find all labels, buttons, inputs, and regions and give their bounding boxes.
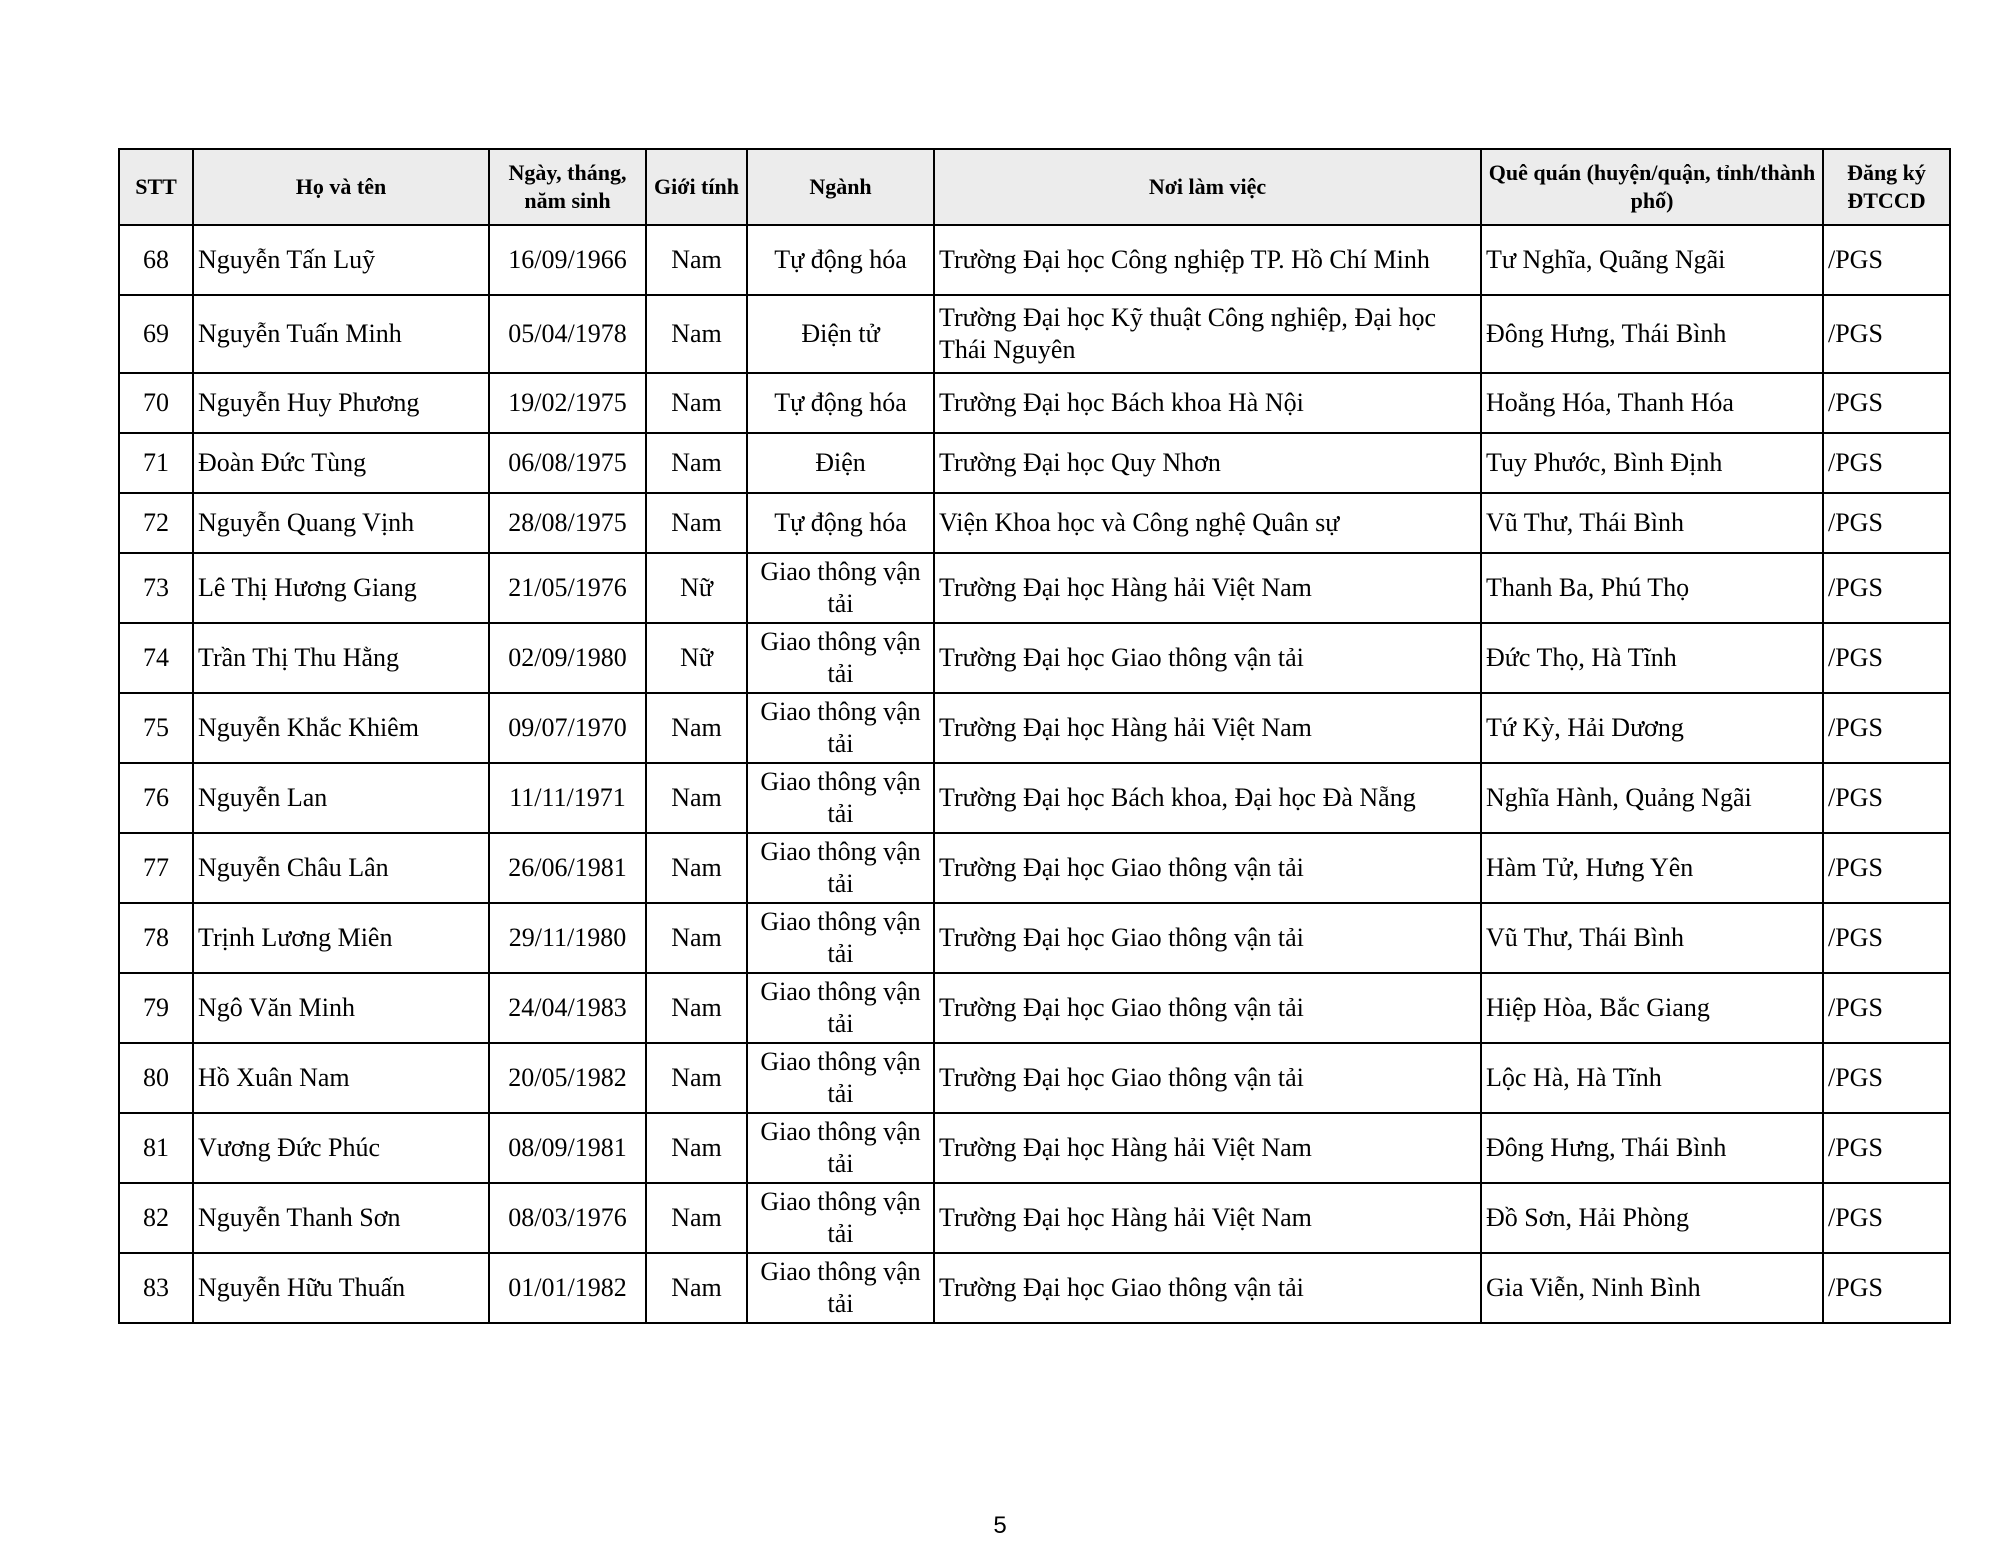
table-row [119, 1113, 1950, 1183]
cell-dob: 26/06/1981 [489, 833, 646, 903]
cell-major: Tự động hóa [747, 493, 934, 553]
cell-stt: 71 [119, 433, 193, 493]
cell-name: Nguyễn Châu Lân [193, 833, 489, 903]
cell-stt: 79 [119, 973, 193, 1043]
cell-dob: 09/07/1970 [489, 693, 646, 763]
table-row [119, 433, 1950, 493]
cell-hometown: Hoằng Hóa, Thanh Hóa [1481, 373, 1823, 433]
table-row [119, 763, 1950, 833]
header-dob: Ngày, tháng, năm sinh [489, 149, 646, 225]
cell-name: Lê Thị Hương Giang [193, 553, 489, 623]
cell-name: Nguyễn Huy Phương [193, 373, 489, 433]
cell-name: Ngô Văn Minh [193, 973, 489, 1043]
cell-workplace: Trường Đại học Kỹ thuật Công nghiệp, Đại học Thái Nguyên [934, 295, 1481, 373]
cell-sex: Nam [646, 1113, 747, 1183]
cell-register: /PGS [1823, 493, 1950, 553]
table-body [119, 225, 1950, 1323]
cell-register: /PGS [1823, 1253, 1950, 1323]
cell-major: Giao thông vận tải [747, 553, 934, 623]
cell-sex: Nam [646, 833, 747, 903]
cell-name: Nguyễn Tấn Luỹ [193, 225, 489, 295]
header-register: Đăng ký ĐTCCD [1823, 149, 1950, 225]
cell-stt: 70 [119, 373, 193, 433]
cell-workplace: Trường Đại học Giao thông vận tải [934, 973, 1481, 1043]
cell-register: /PGS [1823, 693, 1950, 763]
cell-name: Nguyễn Tuấn Minh [193, 295, 489, 373]
cell-hometown: Đồ Sơn, Hải Phòng [1481, 1183, 1823, 1253]
cell-stt: 82 [119, 1183, 193, 1253]
cell-major: Tự động hóa [747, 225, 934, 295]
cell-dob: 05/04/1978 [489, 295, 646, 373]
cell-hometown: Tứ Kỳ, Hải Dương [1481, 693, 1823, 763]
cell-sex: Nam [646, 1253, 747, 1323]
cell-stt: 72 [119, 493, 193, 553]
cell-hometown: Thanh Ba, Phú Thọ [1481, 553, 1823, 623]
cell-sex: Nam [646, 493, 747, 553]
cell-workplace: Trường Đại học Hàng hải Việt Nam [934, 1113, 1481, 1183]
cell-sex: Nam [646, 973, 747, 1043]
cell-major: Giao thông vận tải [747, 1253, 934, 1323]
cell-name: Nguyễn Khắc Khiêm [193, 693, 489, 763]
cell-hometown: Hàm Tử, Hưng Yên [1481, 833, 1823, 903]
cell-dob: 11/11/1971 [489, 763, 646, 833]
table-row [119, 1043, 1950, 1113]
cell-register: /PGS [1823, 973, 1950, 1043]
cell-stt: 78 [119, 903, 193, 973]
cell-dob: 06/08/1975 [489, 433, 646, 493]
cell-sex: Nam [646, 1043, 747, 1113]
cell-register: /PGS [1823, 903, 1950, 973]
cell-dob: 28/08/1975 [489, 493, 646, 553]
cell-stt: 81 [119, 1113, 193, 1183]
header-workplace: Nơi làm việc [934, 149, 1481, 225]
cell-hometown: Lộc Hà, Hà Tĩnh [1481, 1043, 1823, 1113]
cell-register: /PGS [1823, 373, 1950, 433]
candidate-table [118, 148, 1951, 1324]
cell-workplace: Viện Khoa học và Công nghệ Quân sự [934, 493, 1481, 553]
header-major: Ngành [747, 149, 934, 225]
cell-stt: 76 [119, 763, 193, 833]
cell-name: Nguyễn Lan [193, 763, 489, 833]
cell-register: /PGS [1823, 225, 1950, 295]
header-name: Họ và tên [193, 149, 489, 225]
table-row [119, 693, 1950, 763]
cell-hometown: Đông Hưng, Thái Bình [1481, 295, 1823, 373]
cell-register: /PGS [1823, 1043, 1950, 1113]
table-header-row [119, 149, 1950, 225]
cell-dob: 02/09/1980 [489, 623, 646, 693]
table-row [119, 833, 1950, 903]
cell-sex: Nam [646, 373, 747, 433]
cell-hometown: Vũ Thư, Thái Bình [1481, 493, 1823, 553]
cell-workplace: Trường Đại học Hàng hải Việt Nam [934, 553, 1481, 623]
cell-major: Điện tử [747, 295, 934, 373]
cell-major: Giao thông vận tải [747, 623, 934, 693]
cell-hometown: Gia Viễn, Ninh Bình [1481, 1253, 1823, 1323]
cell-stt: 77 [119, 833, 193, 903]
cell-name: Hồ Xuân Nam [193, 1043, 489, 1113]
cell-workplace: Trường Đại học Giao thông vận tải [934, 1253, 1481, 1323]
cell-stt: 73 [119, 553, 193, 623]
cell-stt: 68 [119, 225, 193, 295]
cell-workplace: Trường Đại học Hàng hải Việt Nam [934, 1183, 1481, 1253]
cell-dob: 24/04/1983 [489, 973, 646, 1043]
cell-major: Giao thông vận tải [747, 973, 934, 1043]
cell-major: Điện [747, 433, 934, 493]
cell-hometown: Đức Thọ, Hà Tĩnh [1481, 623, 1823, 693]
table-row [119, 623, 1950, 693]
cell-sex: Nam [646, 1183, 747, 1253]
cell-major: Giao thông vận tải [747, 833, 934, 903]
cell-workplace: Trường Đại học Giao thông vận tải [934, 1043, 1481, 1113]
cell-register: /PGS [1823, 1183, 1950, 1253]
table-row [119, 493, 1950, 553]
cell-hometown: Nghĩa Hành, Quảng Ngãi [1481, 763, 1823, 833]
cell-workplace: Trường Đại học Giao thông vận tải [934, 623, 1481, 693]
cell-stt: 80 [119, 1043, 193, 1113]
cell-dob: 08/09/1981 [489, 1113, 646, 1183]
cell-register: /PGS [1823, 833, 1950, 903]
cell-register: /PGS [1823, 553, 1950, 623]
header-sex: Giới tính [646, 149, 747, 225]
cell-name: Nguyễn Thanh Sơn [193, 1183, 489, 1253]
cell-major: Giao thông vận tải [747, 1183, 934, 1253]
cell-workplace: Trường Đại học Bách khoa Hà Nội [934, 373, 1481, 433]
cell-dob: 08/03/1976 [489, 1183, 646, 1253]
cell-sex: Nam [646, 903, 747, 973]
cell-name: Nguyễn Quang Vịnh [193, 493, 489, 553]
cell-sex: Nữ [646, 623, 747, 693]
cell-dob: 20/05/1982 [489, 1043, 646, 1113]
table-row [119, 1253, 1950, 1323]
table-row [119, 225, 1950, 295]
cell-dob: 01/01/1982 [489, 1253, 646, 1323]
cell-hometown: Vũ Thư, Thái Bình [1481, 903, 1823, 973]
cell-workplace: Trường Đại học Giao thông vận tải [934, 903, 1481, 973]
page-number: 5 [993, 1512, 1007, 1539]
cell-stt: 69 [119, 295, 193, 373]
table-row [119, 553, 1950, 623]
cell-major: Giao thông vận tải [747, 1113, 934, 1183]
cell-register: /PGS [1823, 623, 1950, 693]
cell-workplace: Trường Đại học Bách khoa, Đại học Đà Nẵng [934, 763, 1481, 833]
cell-major: Giao thông vận tải [747, 693, 934, 763]
cell-sex: Nam [646, 763, 747, 833]
cell-register: /PGS [1823, 433, 1950, 493]
cell-workplace: Trường Đại học Hàng hải Việt Nam [934, 693, 1481, 763]
table-row [119, 973, 1950, 1043]
cell-hometown: Tư Nghĩa, Quãng Ngãi [1481, 225, 1823, 295]
cell-dob: 19/02/1975 [489, 373, 646, 433]
cell-hometown: Tuy Phước, Bình Định [1481, 433, 1823, 493]
cell-sex: Nam [646, 225, 747, 295]
cell-dob: 16/09/1966 [489, 225, 646, 295]
cell-workplace: Trường Đại học Giao thông vận tải [934, 833, 1481, 903]
cell-sex: Nam [646, 693, 747, 763]
cell-stt: 75 [119, 693, 193, 763]
cell-hometown: Đông Hưng, Thái Bình [1481, 1113, 1823, 1183]
cell-major: Giao thông vận tải [747, 1043, 934, 1113]
cell-dob: 21/05/1976 [489, 553, 646, 623]
table-row [119, 1183, 1950, 1253]
cell-name: Nguyễn Hữu Thuấn [193, 1253, 489, 1323]
cell-register: /PGS [1823, 295, 1950, 373]
table-row [119, 373, 1950, 433]
cell-hometown: Hiệp Hòa, Bắc Giang [1481, 973, 1823, 1043]
cell-major: Giao thông vận tải [747, 763, 934, 833]
cell-major: Giao thông vận tải [747, 903, 934, 973]
cell-name: Trịnh Lương Miên [193, 903, 489, 973]
cell-workplace: Trường Đại học Công nghiệp TP. Hồ Chí Minh [934, 225, 1481, 295]
header-hometown: Quê quán (huyện/quận, tỉnh/thành phố) [1481, 149, 1823, 225]
cell-sex: Nam [646, 433, 747, 493]
cell-sex: Nữ [646, 553, 747, 623]
table-row [119, 903, 1950, 973]
cell-name: Vương Đức Phúc [193, 1113, 489, 1183]
cell-register: /PGS [1823, 763, 1950, 833]
cell-dob: 29/11/1980 [489, 903, 646, 973]
cell-workplace: Trường Đại học Quy Nhơn [934, 433, 1481, 493]
cell-name: Đoàn Đức Tùng [193, 433, 489, 493]
cell-name: Trần Thị Thu Hằng [193, 623, 489, 693]
cell-sex: Nam [646, 295, 747, 373]
cell-register: /PGS [1823, 1113, 1950, 1183]
cell-stt: 74 [119, 623, 193, 693]
cell-stt: 83 [119, 1253, 193, 1323]
table-row [119, 295, 1950, 373]
header-stt: STT [119, 149, 193, 225]
cell-major: Tự động hóa [747, 373, 934, 433]
